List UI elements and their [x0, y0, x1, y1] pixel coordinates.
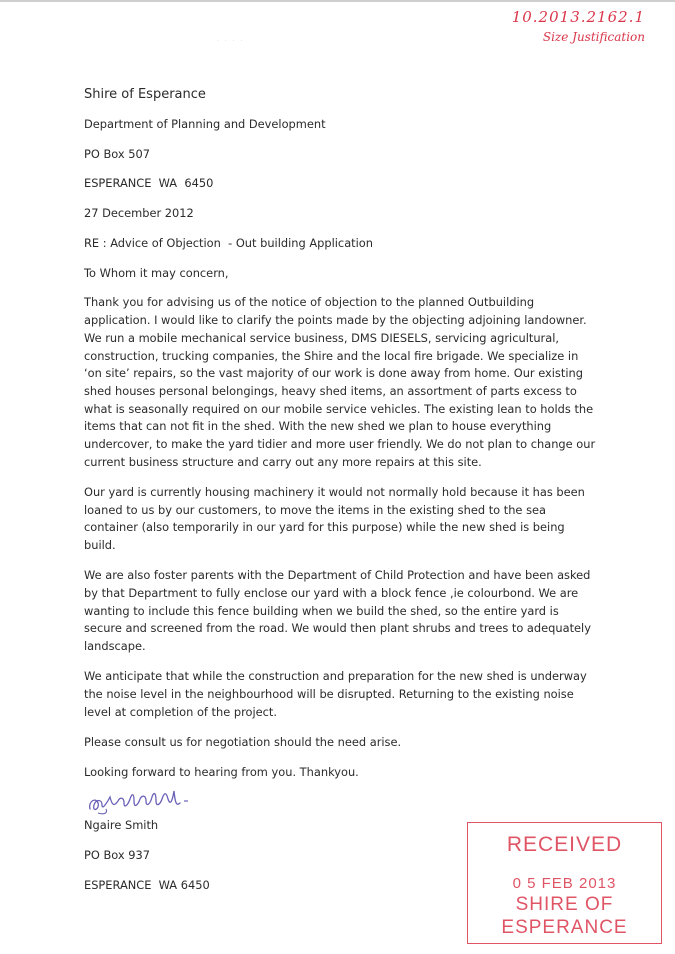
handwritten-reference-number: 10.2013.2162.1	[511, 8, 645, 26]
recipient-city: ESPERANCE WA 6450	[84, 176, 214, 191]
stamp-received-text: RECEIVED	[506, 833, 623, 856]
recipient-name: Shire of Esperance	[84, 87, 206, 102]
handwritten-signature	[84, 783, 596, 817]
scan-top-edge	[0, 0, 675, 2]
paragraph-1: Thank you for advising us of the notice of objection to the planned Outbuilding application. I would like to clarify the points made by the objecting adjoining landowner. We run a mobile mechanical service business, DMS DIESELS, servicing agricultural, construction, trucking companies, the Shire and the local fire brigade. We specialize in ‘on site’ repairs, so the vast majority of our work is done away from home. Our existing shed houses personal belongings, heavy shed items, an assortment of parts excess to what is seasonally required on our mobile service vehicles. The existing lean to holds the items that can not fit in the shed. With the new shed we plan to house everything undercover, to make the yard tidier and more user friendly. We do not plan to change our current business structure and carry out any more repairs at this site.	[84, 295, 596, 469]
letter-body	[84, 86, 596, 907]
salutation: To Whom it may concern,	[84, 265, 229, 280]
stamp-org-line2: ESPERANCE	[501, 917, 628, 938]
letter-date: 27 December 2012	[84, 206, 194, 221]
stamp-date: 0 5 FEB 2013	[512, 875, 617, 892]
sender-name: Ngaire Smith	[84, 818, 159, 833]
scan-artifact: · · · ·	[217, 38, 245, 45]
closing-line: Looking forward to hearing from you. Thankyou.	[84, 764, 359, 779]
letter-subject: RE : Advice of Objection - Out building Application	[84, 235, 373, 250]
paragraph-2: Our yard is currently housing machinery it would not normally hold because it has been loaned to us by our customers, to move the items in the existing shed to the sea container (also temporarily in our yard for this purpose) while the new shed is being build.	[84, 485, 585, 553]
paragraph-5: Please consult us for negotiation should the need arise.	[84, 734, 402, 749]
recipient-po-box: PO Box 507	[84, 146, 150, 161]
sender-po-box: PO Box 937	[84, 848, 150, 863]
paragraph-4: We anticipate that while the construction and preparation for the new shed is underway the noise level in the neighbourhood will be disrupted. Returning to the existing noise level at completion of the project.	[84, 669, 587, 719]
received-stamp	[467, 822, 662, 944]
handwritten-note: Size Justification	[542, 30, 645, 44]
stamp-org-line1: SHIRE OF	[515, 894, 614, 915]
paragraph-3: We are also foster parents with the Department of Child Protection and have been asked by that Department to fully enclose our yard with a block fence ,ie colourbond. We are wanting to include this fence building when we build the shed, so the entire yard is secure and screened from the road. We would then plant shrubs and trees to adequately landscape.	[84, 568, 591, 654]
sender-city: ESPERANCE WA 6450	[84, 878, 210, 893]
recipient-department: Department of Planning and Development	[84, 116, 326, 131]
